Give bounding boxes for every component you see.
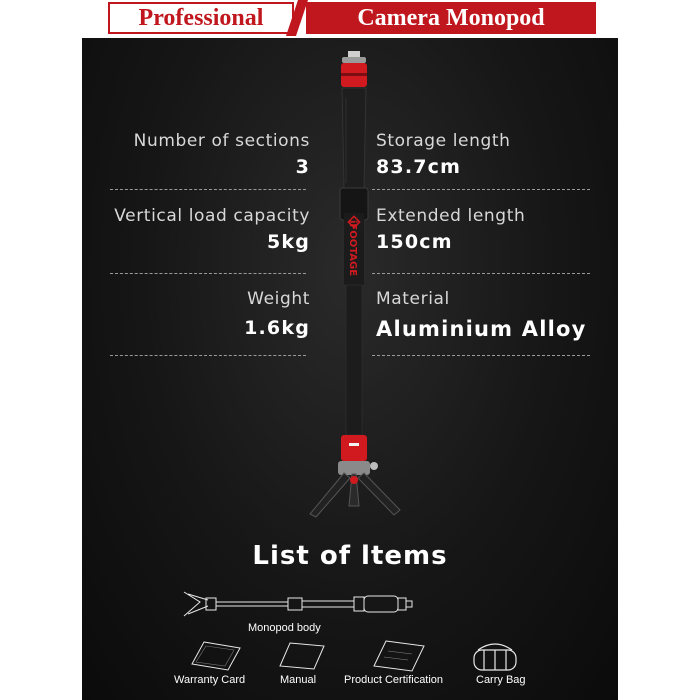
- spec-label-load: Vertical load capacity: [114, 206, 310, 226]
- top-plate: [342, 57, 366, 63]
- divider-left-3: [110, 355, 306, 356]
- brand-logo-text: iFOOTAGE: [347, 219, 358, 277]
- foot-right: [358, 473, 400, 515]
- bottom-red-collar: [341, 435, 367, 461]
- monopod-illustration: [304, 48, 404, 518]
- spec-value-load: 5kg: [266, 231, 310, 253]
- lower-tube: [346, 285, 362, 435]
- header-right-title: Camera Monopod: [357, 5, 545, 31]
- divider-left-1: [110, 189, 306, 190]
- spec-value-sections: 3: [295, 156, 310, 178]
- divider-right-2: [372, 273, 590, 274]
- spec-value-weight: 1.6kg: [244, 317, 310, 339]
- carry-bag-icon: [470, 636, 520, 674]
- header-left-box: [108, 2, 294, 34]
- spec-label-weight: Weight: [247, 289, 310, 309]
- spec-value-extended: 150cm: [376, 231, 453, 253]
- header-banner: [0, 0, 700, 38]
- warranty-card-icon: [190, 638, 242, 674]
- items-list-title: List of ltems: [252, 541, 448, 571]
- spec-panel: [82, 38, 618, 700]
- mount-screw: [348, 51, 360, 58]
- header-slash-divider: [286, 0, 308, 36]
- item-caption-certification: Product Certification: [344, 674, 444, 686]
- collar-groove: [341, 73, 367, 76]
- header-left-title: Professional: [138, 5, 264, 31]
- foot-left: [310, 473, 350, 517]
- base-hub: [338, 461, 370, 475]
- spec-value-storage: 83.7cm: [376, 156, 462, 178]
- spec-label-material: Material: [376, 289, 450, 309]
- header-right-box: [306, 2, 596, 34]
- item-caption-warranty: Warranty Card: [174, 674, 246, 686]
- spec-label-extended: Extended length: [376, 206, 526, 226]
- monopod-body-icon: [178, 586, 418, 622]
- hub-knob: [370, 462, 378, 470]
- spec-label-storage: Storage length: [376, 131, 511, 151]
- item-caption-manual: Manual: [280, 674, 317, 686]
- spec-value-material: Aluminium Alloy: [376, 317, 587, 341]
- item-caption-monopod: Monopod body: [248, 622, 321, 634]
- divider-left-2: [110, 273, 306, 274]
- divider-right-1: [372, 189, 590, 190]
- manual-icon: [278, 640, 326, 672]
- item-caption-carry-bag: Carry Bag: [476, 674, 526, 686]
- divider-right-3: [372, 355, 590, 356]
- certification-icon: [372, 638, 426, 674]
- spec-label-sections: Number of sections: [133, 131, 310, 151]
